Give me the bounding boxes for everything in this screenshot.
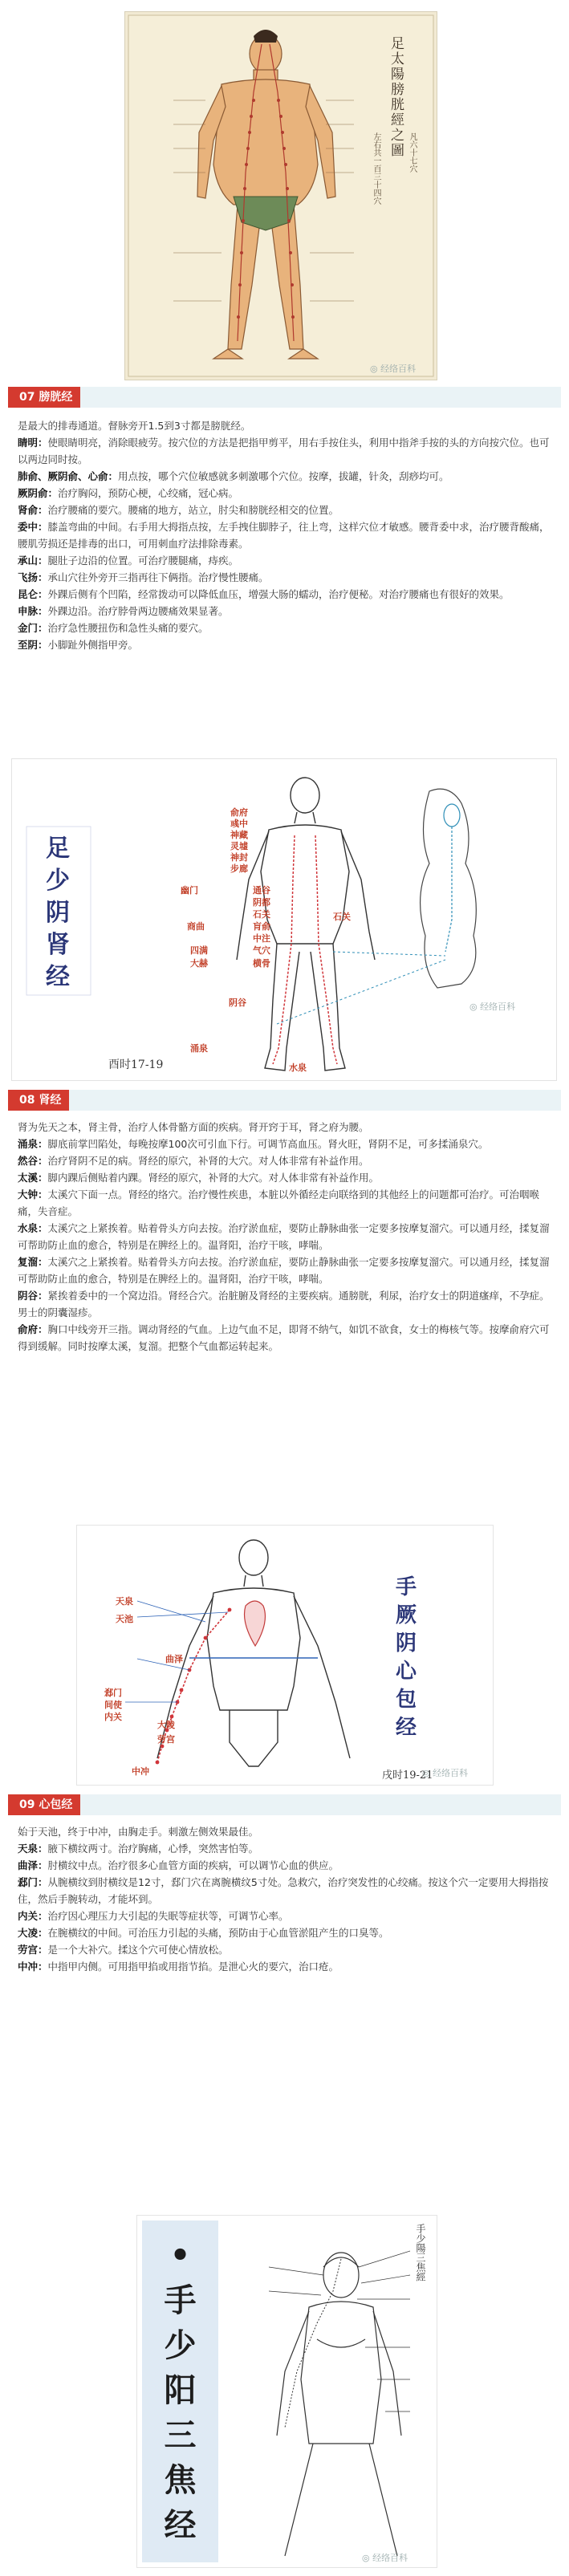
kidney-side-view [421,789,477,988]
bladder-figure-subtitle: 左右共一百三十四穴 [372,132,380,205]
triple-burner-figure-watermark: ◎ 经络百科 [362,2553,408,2563]
kidney-figure-title: 足 少 阴 肾 经 [46,835,70,991]
list-item: 委中：膝盖弯曲的中间。右手用大拇指点按，左手拽住脚脖子，往上弯，这样穴位才敏感。腰背委中求，治疗腰背酸痛，腰肌劳损还是排毒的出口，可用刺血疗法排除毒素。 [18,521,550,550]
list-item: 劳宫：是一个大补穴。揉这个穴可使心情放松。 [18,1944,229,1956]
triple-burner-illustration [221,2219,437,2564]
section-07-intro: 是最大的排毒通道。督脉旁开1.5到3寸都是膀胱经。 [18,420,251,432]
section-08-header [8,1090,561,1111]
section-07-header [8,387,561,408]
kidney-guide-lines [277,952,445,1024]
kidney-time-label: 酉时17-19 [108,1058,164,1071]
kidney-meridian-line [273,835,337,1064]
section-09-badge: 09 心包经 [11,1794,80,1815]
bladder-figure-title: 足太陽膀胱經之圖 [388,36,404,158]
list-item: 肾俞：治疗腰痛的要穴。腰痛的地方，站立，肘尖和膀胱经相交的位置。 [18,504,339,516]
section-09-header [8,1794,561,1815]
list-item: 涌泉：脚底前掌凹陷处，每晚按摩100次可引血下行。可调节高血压。肾火旺，肾阴不足，可多揉涌泉穴。 [18,1138,489,1150]
pericardium-time-label: 戌时19-21 [382,1769,433,1782]
list-item: 金门：治疗急性腰扭伤和急性头痛的要穴。 [18,622,209,634]
section-08-text [18,1119,551,1355]
pericardium-figure-watermark: ◎ 经络百科 [422,1768,469,1778]
list-item: 申脉：外踝边沿。治疗脖骨两边腰痛效果显著。 [18,605,229,617]
section-09-text [18,1823,551,1975]
section-07-badge: 07 膀胱经 [11,387,80,408]
bladder-figure-watermark: ◎ 经络百科 [370,364,417,374]
list-item: 昆仑：外踝后侧有个凹陷，经常拨动可以降低血压，增强大肠的蠕动，治疗便秘。对治疗腰痛也有很好的效果。 [18,588,510,600]
list-item: 睛明：使眼睛明亮，消除眼疲劳。按穴位的方法是把指甲剪平，用右手按住头，利用中指斧手按的头的方向按穴位。也可以两边同时按。 [18,437,550,465]
section-08-intro: 肾为先天之本，肾主骨，治疗人体骨骼方面的疾病。肾开窍于耳，肾之府为腰。 [18,1121,369,1133]
list-item: 大凌：在腕横纹的中间。可治压力引起的头痛，预防由于心血管淤阻产生的口臭等。 [18,1927,389,1939]
list-item: 至阴：小脚趾外侧指甲旁。 [18,639,139,651]
list-item: 曲泽：肘横纹中点。治疗很多心血管方面的疾病，可以调节心血的供应。 [18,1859,339,1871]
kidney-meridian-illustration [12,759,556,1080]
list-item: 水泉：太溪穴之上紧挨着。贴着骨头方向去按。治疗淤血症，要防止静脉曲张一定要多按摩复溜穴。可以通月经，揉复溜可帮助防止血的愈合，特别是在脾经上的。温肾阳，治疗干咳，哮喘。 [18,1222,550,1251]
bladder-meridian-figure [124,11,437,380]
triple-burner-title-panel [142,2220,218,2562]
triple-burner-meridian-line [285,2259,341,2428]
list-item: 中冲：中指甲内侧。可用指甲掐或用指节掐。是泄心火的要穴，治口疮。 [18,1960,339,1973]
pericardium-figure-body [157,1540,350,1766]
triple-burner-header: 手少陽三焦經 [415,2224,426,2281]
triple-burner-figure-body [277,2253,401,2556]
list-item: 肺俞、厥阴俞、心俞：用点按，哪个穴位敏感就多刺激哪个穴位。按摩，拔罐，针灸，刮痧均可。 [18,470,449,482]
heart-icon [245,1601,266,1646]
pericardium-meridian-figure: 天泉 天池 曲泽 郄门 间使 内关 大陵 劳宫 中冲 手 厥 阴 心 包 经 戌时19-21 ◎ 经络百科 [76,1525,494,1786]
section-08-badge: 08 肾经 [11,1090,69,1111]
list-item: 复溜：太溪穴之上紧挨着。贴着骨头方向去按。治疗淤血症，要防止静脉曲张一定要多按摩复溜穴。可以通月经，揉复溜可帮助防止血的愈合，特别是在脾经上的。温肾阳，治疗干咳，哮喘。 [18,1256,550,1285]
list-item: 俞府：胸口中线旁开三指。调动肾经的气血。上边气血不足，即肾不纳气，如饥不欲食，女士的梅核气等。按摩俞府穴可得到缓解。同时按摩太溪，复溜。把整个气血都运转起来。 [18,1323,550,1352]
list-item: 然谷：治疗肾阴不足的病。肾经的原穴，补肾的大穴。对人体非常有补益作用。 [18,1155,369,1167]
list-item: 厥阴俞：治疗胸闷，预防心梗，心绞痛，冠心病。 [18,487,239,499]
pericardium-figure-title: 手 厥 阴 心 包 经 [395,1575,417,1740]
list-item: 承山：腿肚子边沿的位置。可治疗腰腿痛，痔疾。 [18,555,239,567]
list-item: 大钟：太溪穴下面一点。肾经的络穴。治疗慢性疾患，本脏以外循经走向联络到的其他经上的问题都可治疗。可治咽喉痛，失音症。 [18,1188,540,1217]
kidney-meridian-figure: 足 少 阴 肾 经 俞府 彧中 神藏 灵墟 神封 步廊 幽门 通谷 阴都 石关 商曲 肓俞 中注 四满 气穴 大赫 横骨 石关 阴谷 涌泉 水泉 酉时17-19 ◎ 经络百科 [11,758,557,1081]
triple-burner-meridian-figure [136,2215,437,2568]
list-item: 郄门：从腕横纹到肘横纹是12寸，郄门穴在离腕横纹5寸处。急救穴，治疗突发性的心绞痛。按这个穴一定要用大拇指按住，然后手腕转动，才能坏到。 [18,1876,549,1905]
list-item: 太溪：脚内踝后侧贴着内踝。肾经的原穴，补肾的大穴。对人体非常有补益作用。 [18,1172,380,1184]
bladder-figure-note: 凡六十七穴 [408,132,417,173]
pericardium-meridian-illustration [77,1526,493,1785]
section-09-intro: 始于天池，终于中冲，由胸走手。刺激左侧效果最佳。 [18,1826,259,1838]
section-07-text [18,417,551,653]
list-item: 飞扬：承山穴往外旁开三指再往下俩指。治疗慢性腰痛。 [18,571,269,583]
list-item: 内关：治疗因心理压力大引起的失眠等症状等，可调节心率。 [18,1910,289,1922]
kidney-figure-watermark: ◎ 经络百科 [469,1002,516,1012]
triple-burner-figure-title: • 手 少 阳 三 焦 经 [164,2237,197,2544]
list-item: 阴谷：紧挨着委中的一个窝边沿。肾经合穴。治脏腑及肾经的主要疾病。通膀胱，利尿，治疗女士的阴道瘙痒，不孕症。男士的阴囊湿疹。 [18,1290,550,1318]
list-item: 天泉：腋下横纹两寸。治疗胸痛，心悸，突然害怕等。 [18,1843,259,1855]
